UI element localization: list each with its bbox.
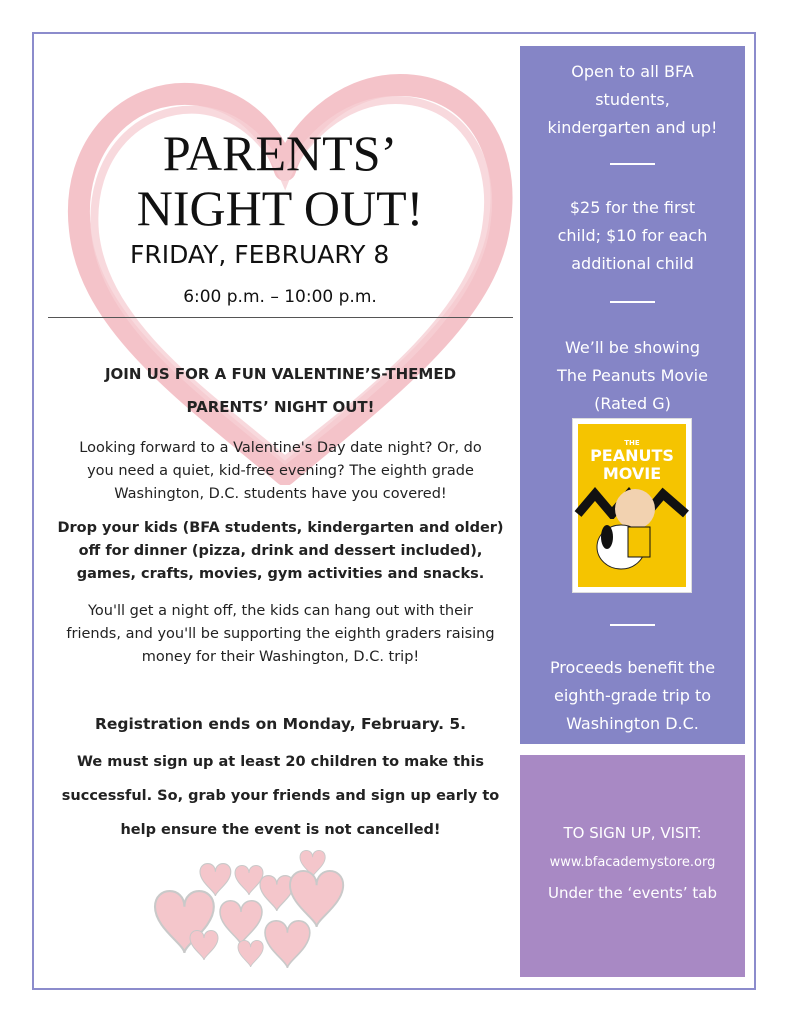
intro-paragraph [48,437,513,506]
peanuts-movie-poster-icon [573,419,691,592]
panel-line: child; $10 for each [557,226,708,245]
signup-text [520,818,745,908]
eligibility-text [520,58,745,142]
movie-poster [572,418,692,593]
panel-line: Washington D.C. [566,714,699,733]
paragraph-line: you need a quiet, kid-free evening? The eighth grade [87,463,474,479]
panel-line: $25 for the first [569,198,696,217]
event-title-line-1: PARENTS’ [162,125,398,181]
event-time: 6:00 p.m. – 10:00 p.m. [183,287,377,307]
paragraph-line: off for dinner (pizza, drink and dessert included), [78,543,483,559]
join-heading [48,358,513,424]
pricing-text [520,194,745,278]
paragraph-line: Drop your kids (BFA students, kindergarten and older) [57,520,504,536]
paragraph-line: friends, and you'll be supporting the eighth graders raising [66,626,495,642]
poster-title-main: PEANUTS [590,446,674,465]
poster-title-sub: MOVIE [602,464,662,483]
panel-line: Proceeds benefit the [549,658,716,677]
poster-title-small: THE [624,439,640,447]
panel-line: The Peanuts Movie [557,366,708,385]
paragraph-line: We must sign up at least 20 children to make this [76,754,485,770]
panel-divider [610,163,655,165]
info-panel [520,46,745,744]
signup-heading: TO SIGN UP, VISIT: [563,824,702,842]
join-heading-line: JOIN US FOR A FUN VALENTINE’S-THEMED [104,365,457,383]
paragraph-line: money for their Washington, D.C. trip! [141,649,420,665]
paragraph-line: help ensure the event is not cancelled! [120,822,441,838]
event-title-line-2: NIGHT OUT! [136,180,424,236]
signup-url: www.bfacademystore.org [549,855,716,870]
details-paragraph [48,517,513,586]
registration-deadline: Registration ends on Monday, February. 5. [94,715,467,733]
paragraph-line: You'll get a night off, the kids can hang out with their [88,603,473,619]
panel-divider [610,301,655,303]
signup-panel [520,755,745,977]
panel-line: kindergarten and up! [547,118,718,137]
panel-line: students, [595,90,670,109]
panel-divider [610,624,655,626]
hearts-cluster-icon [150,845,360,970]
benefit-paragraph [48,600,513,669]
event-date: FRIDAY, FEBRUARY 8 [130,240,390,269]
paragraph-line: successful. So, grab your friends and sign up early to [61,788,500,804]
paragraph-line: Looking forward to a Valentine's Day date night? Or, do [79,440,482,456]
divider-line [48,317,513,318]
paragraph-line: Washington, D.C. students have you covered! [114,486,447,502]
proceeds-text [520,654,745,738]
panel-line: (Rated G) [594,394,671,413]
minimum-signup-note [48,745,513,847]
panel-line: eighth-grade trip to [554,686,711,705]
paragraph-line: games, crafts, movies, gym activities and snacks. [76,566,485,582]
panel-line: Open to all BFA [571,62,694,81]
signup-tab-note: Under the ‘events’ tab [548,884,717,902]
join-heading-line: PARENTS’ NIGHT OUT! [186,398,375,416]
movie-text [520,334,745,418]
panel-line: additional child [571,254,694,273]
panel-line: We’ll be showing [565,338,700,357]
